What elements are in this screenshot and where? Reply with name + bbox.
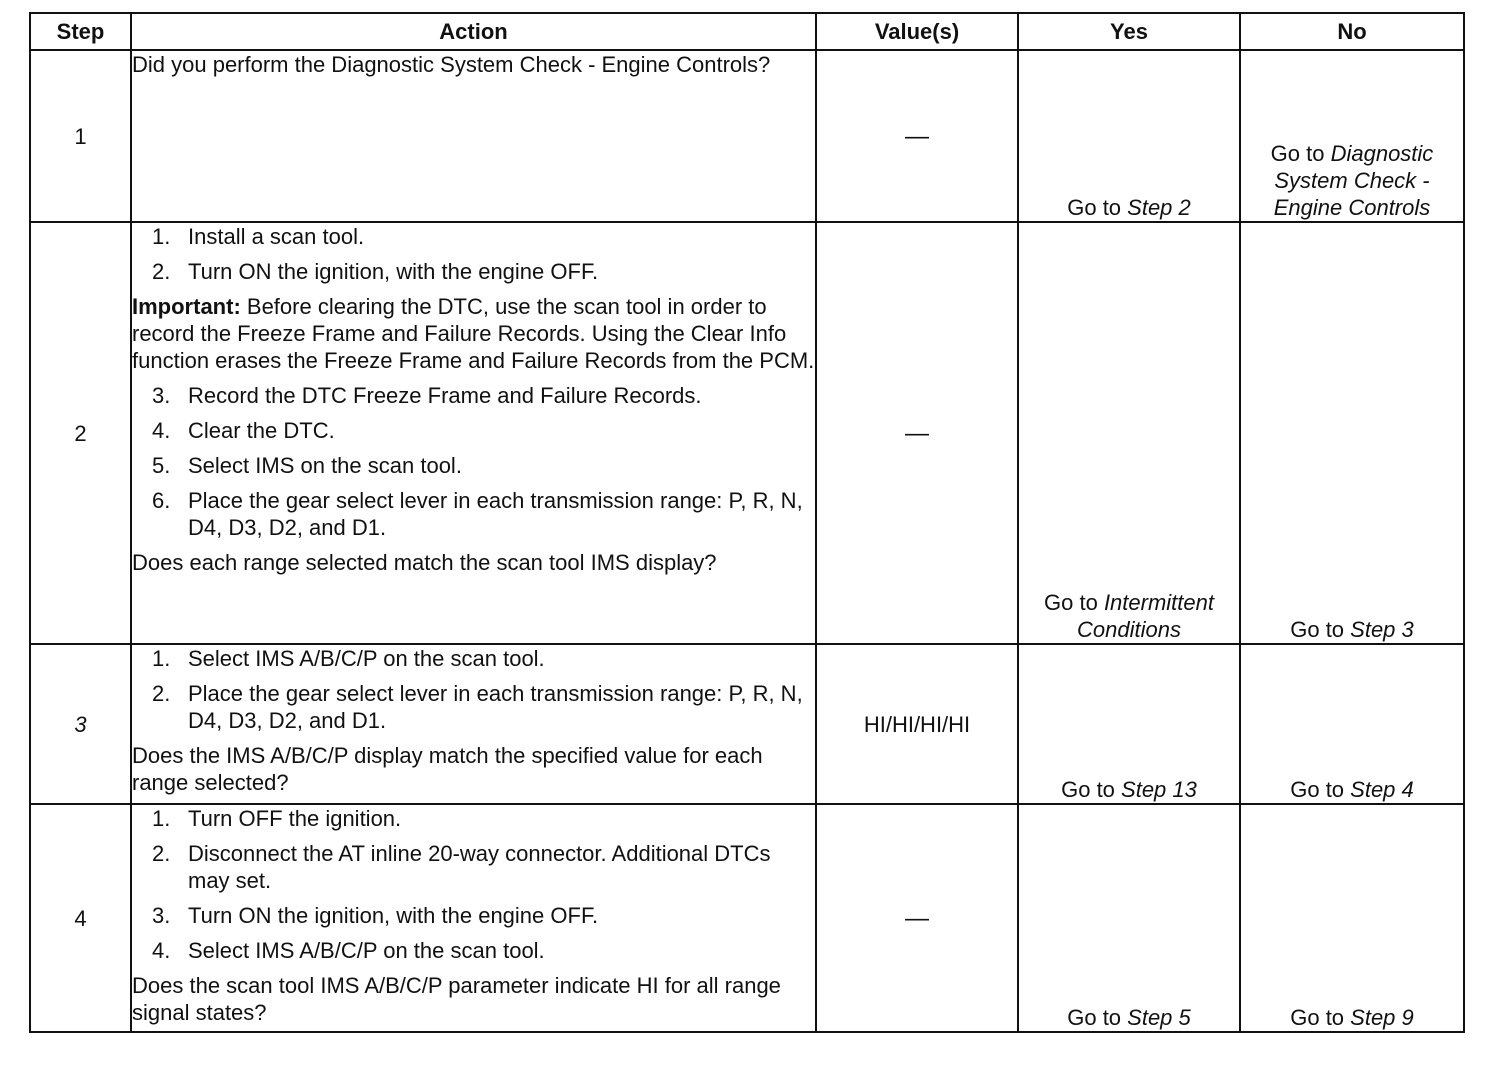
no-prefix: Go to: [1290, 617, 1351, 642]
item-text: Install a scan tool.: [188, 224, 365, 249]
yes-cell: [1018, 644, 1240, 804]
list-item: [152, 645, 815, 672]
header-yes: Yes: [1018, 13, 1240, 50]
yes-link[interactable]: Step 13: [1121, 777, 1197, 802]
step-number: 1: [30, 50, 131, 222]
table-row: [30, 222, 1464, 644]
item-text: Turn OFF the ignition.: [188, 806, 402, 831]
value-text: HI/HI/HI/HI: [863, 711, 971, 737]
yes-cell: [1018, 804, 1240, 1032]
action-cell: [131, 50, 816, 222]
step-number: 3: [30, 644, 131, 804]
important-note: [132, 293, 815, 374]
step-number: 4: [30, 804, 131, 1032]
item-number: 1.: [152, 646, 171, 671]
yes-link[interactable]: Intermittent Conditions: [1077, 590, 1214, 642]
value-text: —: [905, 122, 929, 150]
no-prefix: Go to: [1270, 141, 1331, 166]
list-item: [152, 840, 815, 894]
yes-link[interactable]: Step 2: [1127, 195, 1191, 220]
list-item: [152, 902, 815, 929]
action-question: Did you perform the Diagnostic System Check - Engine Controls?: [132, 52, 771, 77]
item-number: 4.: [152, 938, 171, 963]
action-question: Does each range selected match the scan tool IMS display?: [132, 550, 717, 575]
table-row: [30, 644, 1464, 804]
table-row: [30, 804, 1464, 1032]
item-number: 3.: [152, 903, 171, 928]
no-cell: [1240, 222, 1464, 644]
important-label: Important:: [132, 294, 241, 319]
list-item: [152, 258, 815, 285]
item-text: Select IMS A/B/C/P on the scan tool.: [188, 646, 545, 671]
list-item: [152, 382, 815, 409]
no-link[interactable]: Step 9: [1350, 1005, 1414, 1030]
item-number: 1.: [152, 224, 171, 249]
header-values: Value(s): [816, 13, 1018, 50]
item-text: Place the gear select lever in each transmission range: P, R, N, D4, D3, D2, and D1.: [188, 488, 803, 540]
value-cell: [816, 222, 1018, 644]
list-item: [152, 223, 815, 250]
no-prefix: Go to: [1290, 777, 1351, 802]
list-item: [152, 452, 815, 479]
action-question: Does the IMS A/B/C/P display match the specified value for each range selected?: [132, 743, 763, 795]
no-prefix: Go to: [1290, 1005, 1351, 1030]
item-number: 1.: [152, 806, 171, 831]
item-text: Place the gear select lever in each transmission range: P, R, N, D4, D3, D2, and D1.: [188, 681, 803, 733]
item-text: Turn ON the ignition, with the engine OFF.: [188, 259, 599, 284]
list-item: [152, 805, 815, 832]
item-number: 2.: [152, 259, 171, 284]
table-row: [30, 50, 1464, 222]
list-item: [152, 937, 815, 964]
action-cell: [131, 222, 816, 644]
item-number: 2.: [152, 841, 171, 866]
no-cell: [1240, 50, 1464, 222]
no-link[interactable]: Step 3: [1350, 617, 1414, 642]
item-text: Record the DTC Freeze Frame and Failure Records.: [188, 383, 702, 408]
value-cell: [816, 50, 1018, 222]
important-text: Before clearing the DTC, use the scan tool in order to record the Freeze Frame and Failure Records. Using the Clear Info function erases the Freeze Frame and Failure Records from the PCM.: [132, 294, 815, 373]
no-link[interactable]: Diagnostic System Check - Engine Controls: [1273, 141, 1434, 220]
yes-prefix: Go to: [1061, 777, 1122, 802]
yes-prefix: Go to: [1067, 1005, 1128, 1030]
value-text: —: [905, 419, 929, 447]
no-cell: [1240, 644, 1464, 804]
action-cell: [131, 804, 816, 1032]
header-row: [30, 13, 1464, 50]
diagnostic-table: [29, 12, 1465, 1033]
header-action: Action: [131, 13, 816, 50]
value-text: —: [905, 904, 929, 932]
step-number: 2: [30, 222, 131, 644]
item-number: 3.: [152, 383, 171, 408]
header-step: Step: [30, 13, 131, 50]
yes-cell: [1018, 222, 1240, 644]
list-item: [152, 680, 815, 734]
item-text: Turn ON the ignition, with the engine OFF.: [188, 903, 599, 928]
header-no: No: [1240, 13, 1464, 50]
value-cell: [816, 644, 1018, 804]
item-number: 4.: [152, 418, 171, 443]
item-text: Select IMS A/B/C/P on the scan tool.: [188, 938, 545, 963]
yes-prefix: Go to: [1067, 195, 1128, 220]
item-number: 6.: [152, 488, 171, 513]
item-text: Disconnect the AT inline 20-way connector. Additional DTCs may set.: [188, 841, 771, 893]
yes-link[interactable]: Step 5: [1127, 1005, 1191, 1030]
value-cell: [816, 804, 1018, 1032]
yes-cell: [1018, 50, 1240, 222]
list-item: [152, 417, 815, 444]
no-cell: [1240, 804, 1464, 1032]
action-question: Does the scan tool IMS A/B/C/P parameter indicate HI for all range signal states?: [132, 973, 781, 1025]
item-text: Clear the DTC.: [188, 418, 335, 443]
yes-prefix: Go to: [1044, 590, 1104, 615]
item-number: 5.: [152, 453, 171, 478]
item-number: 2.: [152, 681, 171, 706]
list-item: [152, 487, 815, 541]
action-cell: [131, 644, 816, 804]
item-text: Select IMS on the scan tool.: [188, 453, 462, 478]
no-link[interactable]: Step 4: [1350, 777, 1414, 802]
